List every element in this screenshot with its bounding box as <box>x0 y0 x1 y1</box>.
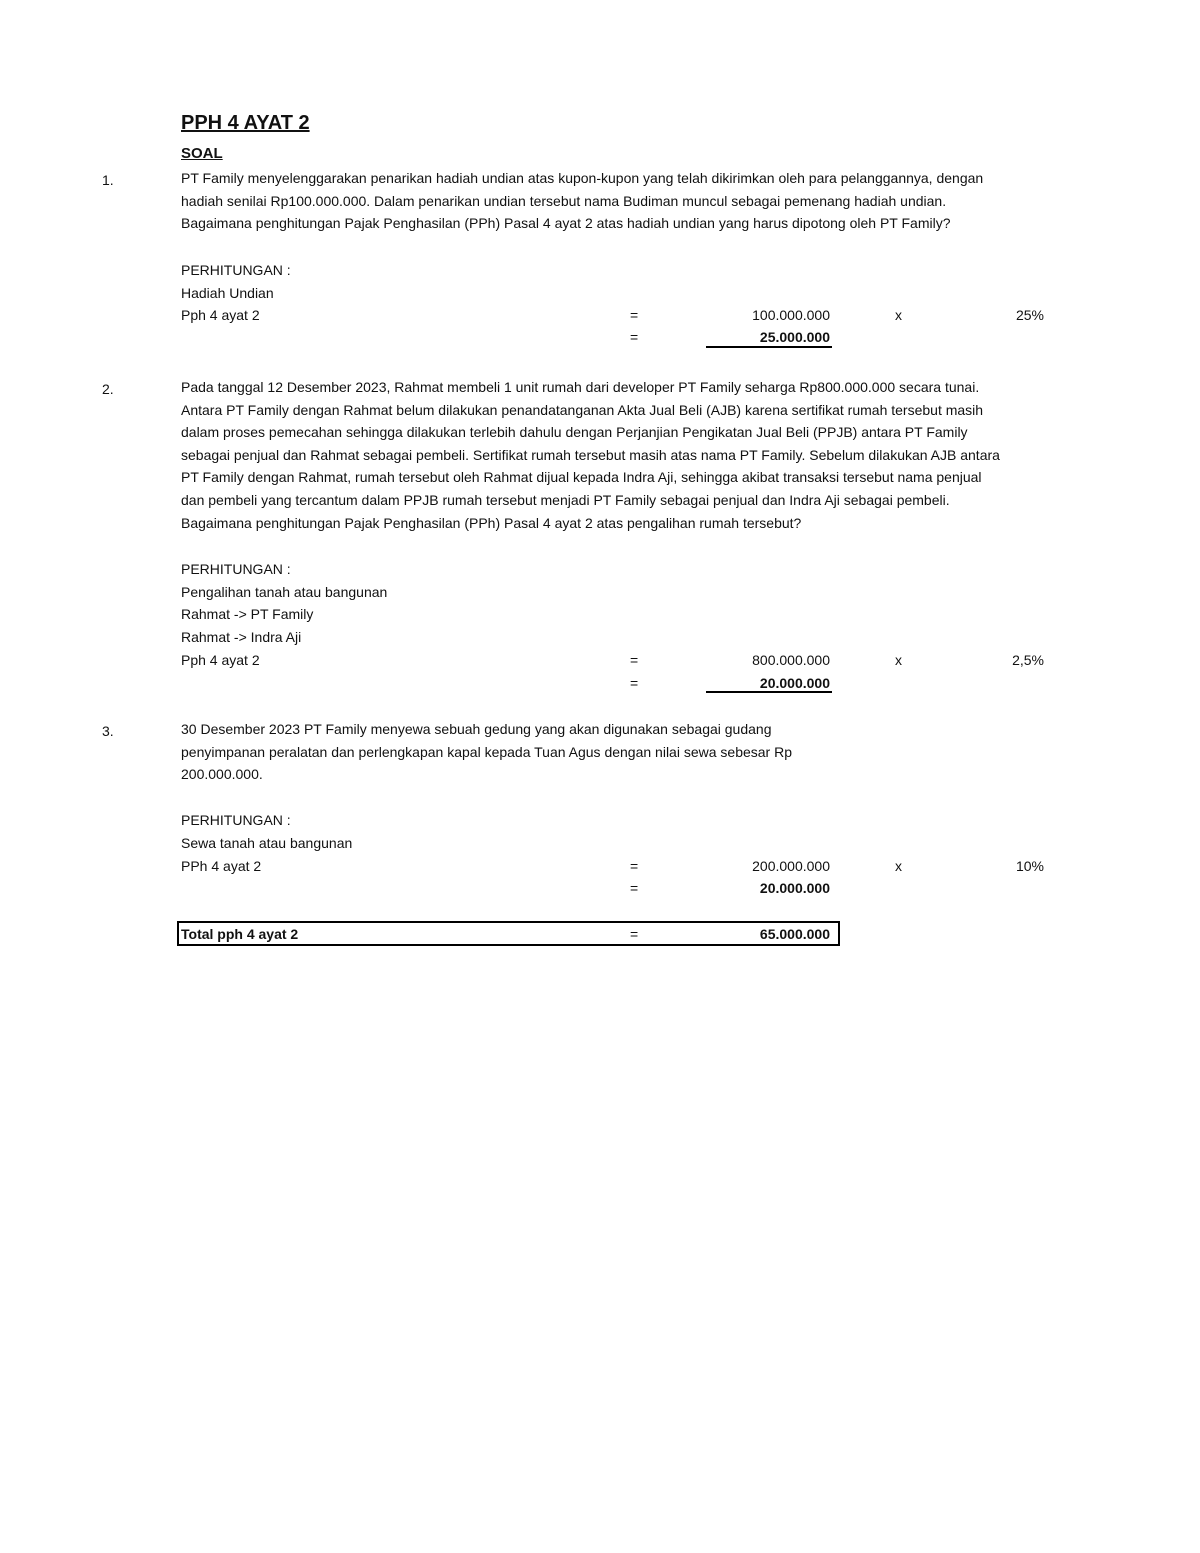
problem-2-text <box>181 376 1000 534</box>
problem-2-calc-line: Rahmat -> Indra Aji <box>181 629 302 645</box>
problem-3-text <box>181 718 792 786</box>
problem-2-row-label: Pph 4 ayat 2 <box>181 652 260 668</box>
problem-1-rate: 25% <box>1015 307 1044 323</box>
problem-2-line: PT Family dengan Rahmat, rumah tersebut oleh Rahmat dijual kepada Indra Aji, sehingga akibat transaksi tersebut nama penjual <box>181 469 982 486</box>
problem-3-times: x <box>895 858 902 874</box>
problem-3-number: 3. <box>102 723 114 739</box>
problem-3-result: 20.000.000 <box>759 880 830 896</box>
problem-2-equals: = <box>630 652 639 668</box>
problem-2-base-amount: 800.000.000 <box>752 652 830 668</box>
problem-2-equals-result: = <box>630 675 639 691</box>
problem-3-line: penyimpanan peralatan dan perlengkapan kapal kepada Tuan Agus dengan nilai sewa sebesar Rp <box>181 743 793 760</box>
problem-1-equals: = <box>630 307 639 323</box>
problem-3-base-amount: 200.000.000 <box>752 858 830 874</box>
problem-3-equals-result: = <box>630 880 639 896</box>
problem-1-line: Bagaimana penghitungan Pajak Penghasilan (PPh) Pasal 4 ayat 2 atas hadiah undian yang harus dipotong oleh PT Family? <box>181 215 951 232</box>
problem-3-calc-label: PERHITUNGAN : <box>181 812 291 828</box>
problem-2-number: 2. <box>102 381 114 397</box>
total-label: Total pph 4 ayat 2 <box>181 926 299 942</box>
problem-2-line: Antara PT Family dengan Rahmat belum dilakukan penandatanganan Akta Jual Beli (AJB) karena sertifikat rumah tersebut masih <box>181 401 984 418</box>
problem-1-result-underline <box>706 346 832 348</box>
problem-1-row-label: Pph 4 ayat 2 <box>181 307 260 323</box>
problem-1-equals-result: = <box>630 329 639 345</box>
problem-1-line: PT Family menyelenggarakan penarikan hadiah undian atas kupon-kupon yang telah dikirimkan oleh para pelanggannya, dengan <box>181 170 984 186</box>
problem-3-row-label: PPh 4 ayat 2 <box>181 858 262 874</box>
problem-2-times: x <box>895 652 902 668</box>
problem-2-line: Pada tanggal 12 Desember 2023, Rahmat membeli 1 unit rumah dari developer PT Family seharga Rp800.000.000 secara tunai. <box>181 379 980 395</box>
problem-2-line: dalam proses pemecahan sehingga dilakukan terlebih dahulu dengan Perjanjian Pengikatan Jual Beli (PPJB) antara PT Family <box>181 424 968 441</box>
problem-3-rate: 10% <box>1015 858 1044 874</box>
problem-2-line: sebagai penjual dan Rahmat sebagai pembeli. Sertifikat rumah tersebut masih atas nama PT Family. Sebelum dilakukan AJB antara <box>181 446 1000 463</box>
problem-3-calc-line: Sewa tanah atau bangunan <box>181 835 353 851</box>
problem-1-line: hadiah senilai Rp100.000.000. Dalam penarikan undian tersebut nama Budiman muncul sebagai pemenang hadiah undian. <box>181 192 947 209</box>
problem-2-line: dan pembeli yang tercantum dalam PPJB rumah tersebut menjadi PT Family sebagai penjual dan Indra Aji sebagai pembeli. <box>181 491 950 508</box>
total-value: 65.000.000 <box>759 926 830 942</box>
problem-2-result: 20.000.000 <box>759 675 830 691</box>
problem-3-line: 30 Desember 2023 PT Family menyewa sebuah gedung yang akan digunakan sebagai gudang <box>181 721 772 737</box>
problem-3-equals: = <box>630 858 639 874</box>
problem-1-base-amount: 100.000.000 <box>752 307 830 323</box>
problem-2-calc-line: Pengalihan tanah atau bangunan <box>181 584 388 600</box>
problem-1-calc-label: PERHITUNGAN : <box>181 262 291 278</box>
problem-1-times: x <box>895 307 902 323</box>
problem-1-result: 25.000.000 <box>759 329 830 345</box>
total-equals: = <box>630 926 639 942</box>
problem-2-line: Bagaimana penghitungan Pajak Penghasilan (PPh) Pasal 4 ayat 2 atas pengalihan rumah tersebut? <box>181 514 802 531</box>
problem-1-text <box>181 167 983 235</box>
problem-2-calc-line: Rahmat -> PT Family <box>181 606 314 622</box>
problem-2-rate: 2,5% <box>1012 652 1044 668</box>
problem-2-result-underline <box>706 691 832 693</box>
page-title: PPH 4 AYAT 2 <box>181 112 310 134</box>
problem-1-number: 1. <box>102 172 114 188</box>
problem-1-calc-line: Hadiah Undian <box>181 285 274 301</box>
soal-label: SOAL <box>181 145 223 162</box>
problem-3-line: 200.000.000. <box>181 766 263 783</box>
problem-2-calc-label: PERHITUNGAN : <box>181 561 291 577</box>
